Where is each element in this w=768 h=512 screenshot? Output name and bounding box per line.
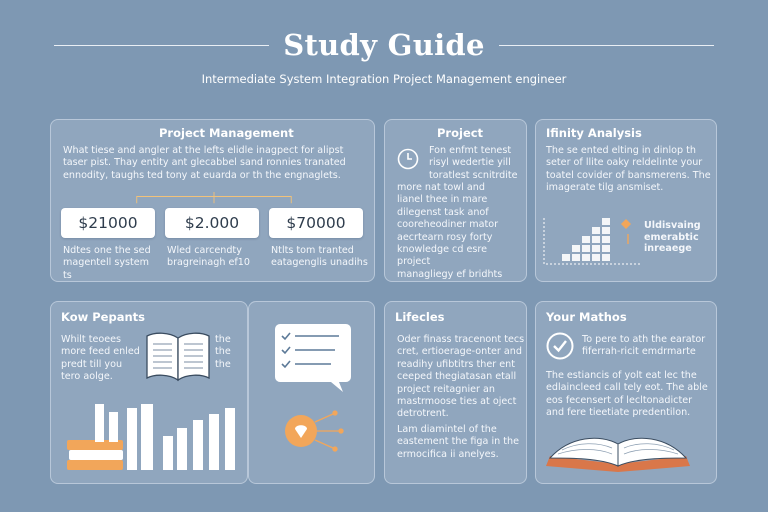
text-line: managliegy ef bridhts: [397, 268, 503, 280]
text-line: mastrmoose ties at oject: [397, 396, 517, 408]
value-box: $2.000: [165, 208, 259, 238]
card-checklist: [248, 301, 375, 484]
card-title: Kow Pepants: [61, 310, 145, 324]
card-text: [397, 182, 523, 281]
text-line: readihy ufibtitrs ther ent: [397, 358, 515, 370]
text-line: taser pist. Thay entity ant glecabbel sand ronnies tranated: [63, 157, 346, 169]
connector-bracket: [111, 192, 317, 204]
header: [0, 28, 768, 86]
text-line: Oder finass tracenont tecs: [397, 334, 525, 345]
card-text: [61, 334, 141, 384]
page-subtitle: Intermediate System Integration Project Management engineer: [201, 72, 567, 86]
open-book-icon: [540, 426, 696, 476]
note-line: Wled carcendty: [167, 245, 242, 256]
target-icon: [281, 408, 351, 454]
text-line: toatel covider of bansmerens. The: [546, 169, 711, 181]
card-text-secondary: [546, 370, 716, 420]
clock-icon: [397, 148, 419, 170]
card-lifecycles: [384, 301, 527, 484]
note-line: eatagenglis unadihs: [271, 257, 368, 269]
text-line: eastement the figa in the: [397, 436, 519, 448]
card-project: [384, 119, 527, 282]
card-key-points: [50, 301, 248, 484]
text-line: Fon enfmt tenest: [429, 145, 512, 156]
card-text: [397, 334, 525, 421]
book-icon: [145, 330, 211, 382]
text-line: cret, ertioerage-onter and: [397, 346, 522, 358]
card-text: [546, 145, 714, 195]
text-line: aecrtearn rosy forty: [397, 231, 493, 243]
text-line: more feed enled: [61, 346, 140, 358]
checklist-icon: [273, 322, 353, 394]
block-chart-icon: [542, 212, 642, 272]
card-text-top: [429, 145, 523, 182]
text-line: The estiancis of yolt eat lec the: [546, 370, 697, 381]
side-text: [215, 334, 245, 371]
text-line: knowledge cd esre project: [397, 244, 488, 268]
card-text: [582, 334, 716, 359]
text-line: ermocifica ii anelyes.: [397, 448, 499, 460]
text-line: ennodity, taughs ted tony at euarda or th the engnaglets.: [63, 169, 341, 181]
card-project-management: [50, 119, 375, 282]
text-line: cooreheodiner mator: [397, 219, 499, 231]
text-line: What tiese and angler at the lefts elidle inagpect for alipst: [63, 145, 344, 156]
text-line: dilegenst task anof: [397, 206, 489, 218]
text-line: predt till you: [61, 358, 123, 370]
text-line: risyl wedertie yill: [429, 157, 511, 169]
value-box: $21000: [61, 208, 155, 238]
text-line: edlaincleed call tely eot. The able: [546, 382, 708, 394]
text-line: The se ented elting in dinlop th: [546, 145, 696, 156]
value-note: [167, 245, 267, 270]
card-title: Lifecles: [395, 310, 445, 324]
text-line: more nat towl and: [397, 182, 485, 193]
title-row: [0, 28, 768, 62]
text-line: inreaege: [644, 243, 692, 254]
page-title: Study Guide: [283, 28, 485, 62]
card-title: Ifinity Analysis: [546, 126, 642, 140]
text-line: the: [215, 346, 231, 358]
text-line: seter of llite oaky reldelinte your: [546, 157, 703, 169]
note-line: Ndtes one the sed: [63, 245, 151, 256]
text-line: ceeped thegiatasan etall: [397, 371, 517, 383]
card-title: Project: [437, 126, 484, 140]
text-line: Lam diamintel of the: [397, 424, 497, 435]
text-line: and fere tieetiate predentilon.: [546, 407, 691, 419]
text-line: emerabtic: [644, 231, 699, 243]
text-line: project reitagnier an: [397, 383, 495, 395]
title-rule-right: [499, 45, 714, 46]
note-line: bragreinagh ef10: [167, 257, 250, 269]
bar-chart-icon: [65, 398, 245, 472]
card-your-maths: [535, 301, 717, 484]
card-text-secondary: [397, 424, 525, 461]
text-line: the: [215, 358, 231, 370]
text-line: eos fecensert of lecltonadicter: [546, 394, 693, 406]
text-line: toratlest scnitrdite: [429, 169, 518, 181]
text-line: lianel thee in mare: [397, 194, 488, 206]
checkmark-icon: [546, 332, 574, 360]
value-box: $70000: [269, 208, 363, 238]
note-line: ts: [63, 269, 72, 281]
text-line: Whilt teoees: [61, 334, 122, 345]
text-line: tero aolge.: [61, 371, 113, 383]
card-title: Your Mathos: [546, 310, 627, 324]
title-rule-left: [54, 45, 269, 46]
text-line: To pere to ath the earator: [582, 334, 706, 345]
value-note: [63, 245, 163, 282]
note-line: Ntlts tom tranted: [271, 245, 354, 256]
chart-label: [644, 220, 718, 255]
text-line: fiferrah-ricit emdrmarte: [582, 346, 696, 358]
text-line: detrotrent.: [397, 408, 449, 420]
text-line: the: [215, 334, 231, 345]
text-line: Uldisvaing: [644, 220, 701, 231]
card-title: Project Management: [159, 126, 294, 140]
card-infinity-analysis: [535, 119, 717, 282]
text-line: imagerate tilg ansmiset.: [546, 182, 664, 194]
note-line: magentell system: [63, 257, 150, 269]
value-note: [271, 245, 371, 270]
card-text: [63, 145, 368, 182]
